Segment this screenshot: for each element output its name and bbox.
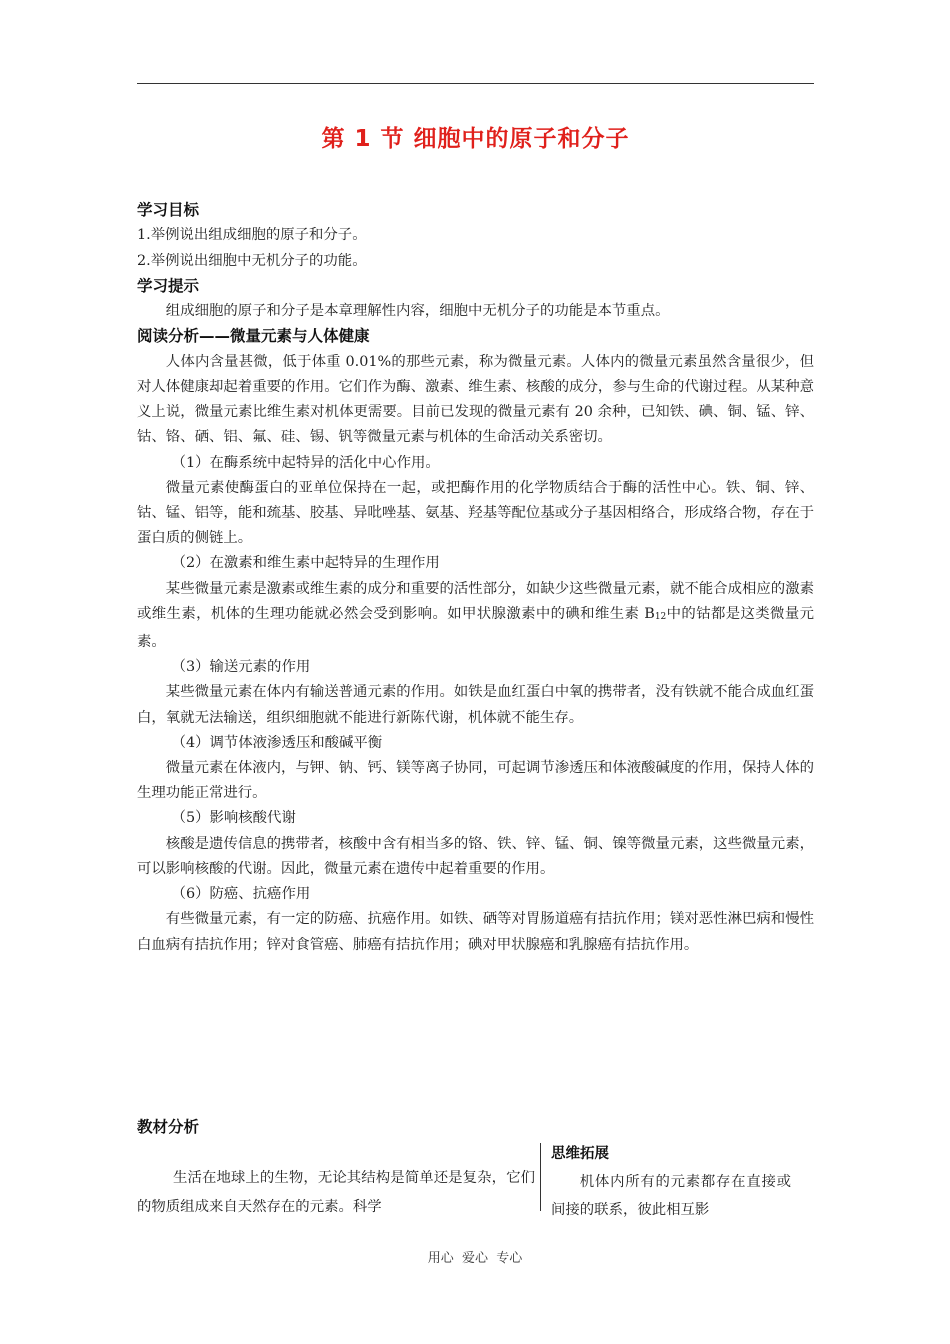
section-5-title: （5）影响核酸代谢	[171, 810, 296, 827]
section-3-title: （3）输送元素的作用	[171, 659, 311, 676]
goal-item-1: 1.举例说出组成细胞的原子和分子。	[137, 227, 367, 244]
section-2-text-b: 中的钴都是这类微量元素。	[137, 605, 814, 651]
section-6-title: （6）防癌、抗癌作用	[171, 886, 311, 903]
section-4-title: （4）调节体液渗透压和酸碱平衡	[171, 734, 383, 751]
section-4-text: 微量元素在体液内，与钾、钠、钙、镁等离子协同，可起调节渗透压和体液酸碱度的作用，保持人体的生理功能正常进行。	[137, 760, 814, 802]
section-2-text-a: 某些微量元素是激素或维生素的成分和重要的活性部分，如缺少这些微量元素，就不能合成相应的激素或维生素，机体的生理功能就必然会受到影响。如甲状腺激素中的碘和维生素 B	[137, 580, 814, 622]
goal-item-2: 2.举例说出细胞中无机分子的功能。	[137, 252, 367, 269]
tips-heading: 学习提示	[137, 276, 200, 295]
thinking-extension-text: 机体内所有的元素都存在直接或间接的联系，彼此相互影	[551, 1174, 791, 1218]
page-footer: 用心 爱心 专心	[427, 1251, 523, 1266]
analysis-heading: 教材分析	[137, 1118, 200, 1136]
analysis-left-column	[137, 1164, 535, 1222]
section-3-text: 某些微量元素在体内有输送普通元素的作用。如铁是血红蛋白中氧的携带者，没有铁就不能合成血红蛋白，氧就无法输送，组织细胞就不能进行新陈代谢，机体就不能生存。	[137, 684, 814, 726]
analysis-right-column	[551, 1140, 791, 1224]
section-2-text	[137, 577, 814, 656]
section-1-title: （1）在酶系统中起特异的活化中心作用。	[171, 454, 440, 471]
tips-text: 组成细胞的原子和分子是本章理解性内容，细胞中无机分子的功能是本节重点。	[165, 303, 670, 320]
goals-heading: 学习目标	[137, 201, 200, 219]
header-rule	[137, 83, 814, 84]
main-content	[137, 198, 814, 958]
analysis-left-text: 生活在地球上的生物，无论其结构是简单还是复杂，它们的物质组成来自天然存在的元素。科学	[137, 1170, 535, 1215]
section-1-text: 微量元素使酶蛋白的亚单位保持在一起，或把酶作用的化学物质结合于酶的活性中心。铁、铜、锌、钴、锰、铝等，能和巯基、胶基、异吡唑基、氨基、羟基等配位基或分子基因相络合，形成络合物，存在于蛋白质的侧链上。	[137, 479, 814, 547]
section-6-text: 有些微量元素，有一定的防癌、抗癌作用。如铁、硒等对胃肠道癌有拮抗作用；镁对恶性淋巴病和慢性白血病有拮抗作用；锌对食管癌、肺癌有拮抗作用；碘对甲状腺癌和乳腺癌有拮抗作用。	[137, 911, 814, 953]
reading-intro: 人体内含量甚微，低于体重 0.01%的那些元素，称为微量元素。人体内的微量元素虽然含量很少，但对人体健康却起着重要的作用。它们作为酶、激素、维生素、核酸的成分，参与生命的代谢过程。从某种意义上说，微量元素比维生素对机体更需要。目前已发现的微量元素有 20 余种，已知铁、碘、铜、锰、锌、钴、铬、硒、铝、氟、硅、锡、钒等微量元素与机体的生命活动关系密切。	[137, 353, 814, 446]
vitamin-subscript: 12	[654, 611, 667, 622]
section-5-text: 核酸是遗传信息的携带者，核酸中含有相当多的铬、铁、锌、锰、铜、镍等微量元素，这些微量元素，可以影响核酸的代谢。因此，微量元素在遗传中起着重要的作用。	[137, 835, 814, 877]
column-divider	[540, 1143, 541, 1211]
section-2-title: （2）在激素和维生素中起特异的生理作用	[171, 555, 440, 572]
page-title: 第 1 节 细胞中的原子和分子	[321, 126, 630, 152]
thinking-extension-heading: 思维拓展	[551, 1146, 609, 1162]
reading-heading: 阅读分析——微量元素与人体健康	[137, 327, 370, 346]
